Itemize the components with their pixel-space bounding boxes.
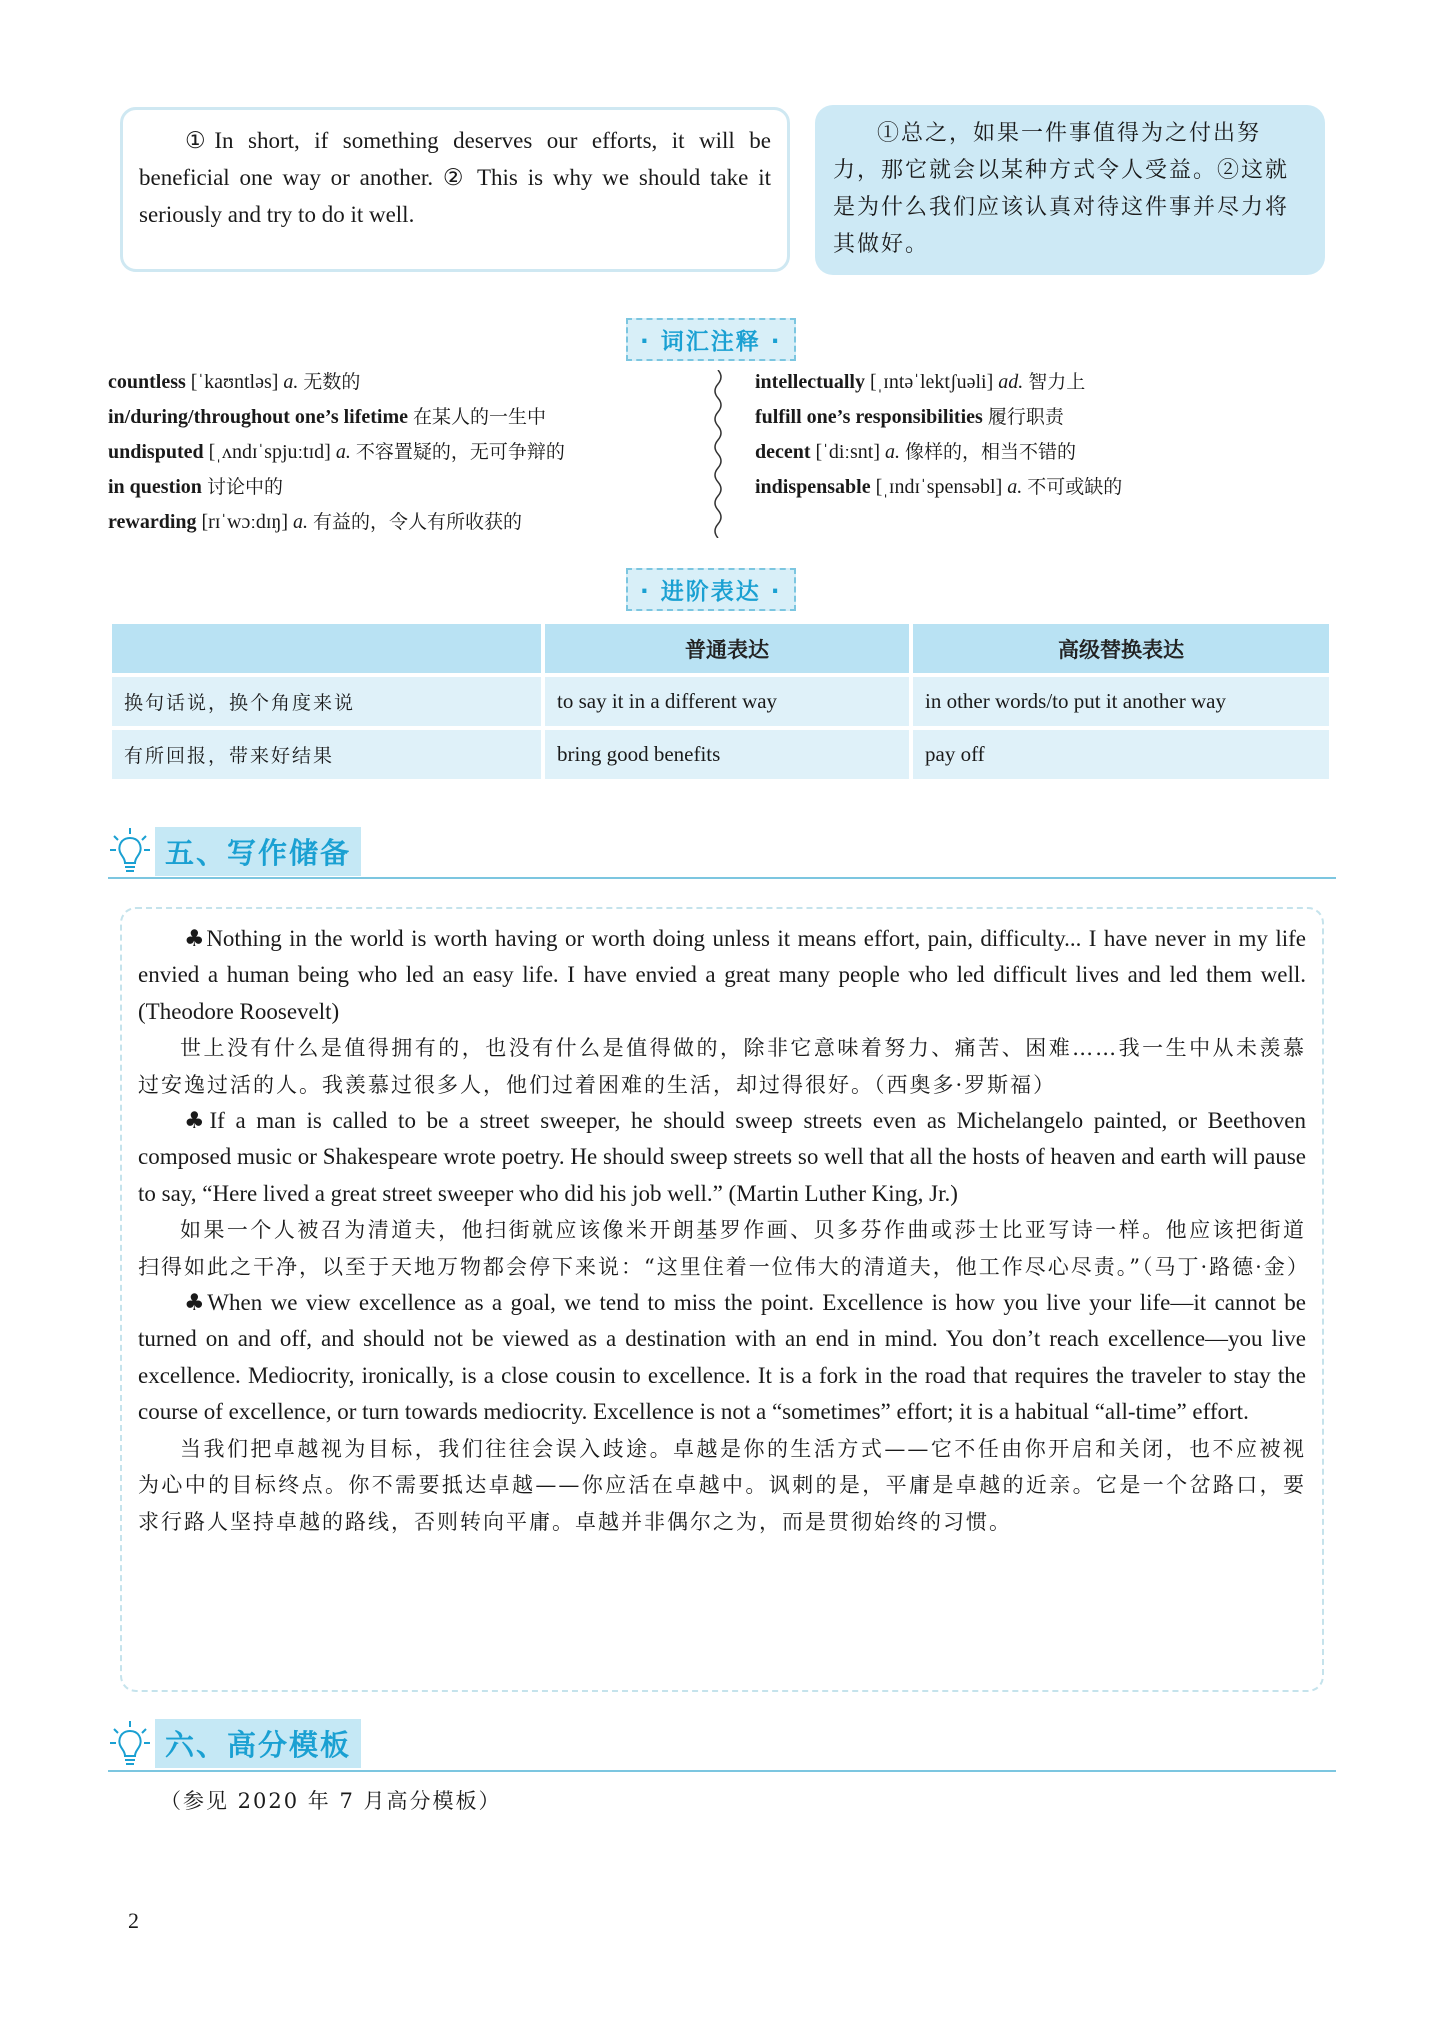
table-cell: in other words/to put it another way — [913, 677, 1329, 726]
vocab-left-column — [108, 365, 708, 540]
table-cell: 换句话说，换个角度来说 — [112, 677, 541, 726]
advanced-section-header: · 进阶表达 · — [626, 568, 796, 611]
vocab-item: countless [ˈkaʊntləs] a. 无数的 — [108, 371, 361, 393]
club-icon: ♣ — [184, 926, 207, 952]
club-icon: ♣ — [184, 1290, 208, 1317]
table-row — [112, 677, 1329, 726]
quote-chinese: 如果一个人被召为清道夫，他扫街就应该像米开朗基罗作画、贝多芬作曲或莎士比亚写诗一样。他应该把街道扫得如此之干净，以至于天地万物都会停下来说：“这里住着一位伟大的清道夫，他工作尽心尽责。”（马丁·路德·金） — [138, 1218, 1310, 1279]
lightbulb-icon — [108, 1719, 152, 1769]
vocab-item: intellectually [ˌɪntəˈlektʃuəli] ad. 智力上 — [755, 371, 1086, 393]
section-5-divider — [108, 877, 1336, 879]
table-header-cell — [112, 624, 541, 673]
vocab-item: decent [ˈdiːsnt] a. 像样的，相当不错的 — [755, 441, 1076, 463]
table-header-cell: 普通表达 — [545, 624, 909, 673]
club-icon: ♣ — [184, 1108, 210, 1135]
table-header-row — [112, 624, 1329, 673]
lightbulb-icon — [108, 826, 152, 876]
quote-chinese: 世上没有什么是值得拥有的，也没有什么是值得做的，除非它意味着努力、痛苦、困难……我一生中从未羡慕过安逸过活的人。我羡慕过很多人，他们过着困难的生活，却过得很好。（西奥多·罗斯福） — [138, 1036, 1306, 1097]
vocab-right-column — [755, 365, 1335, 505]
table-cell: to say it in a different way — [545, 677, 909, 726]
template-reference-note: （参见 2020 年 7 月高分模板） — [160, 1789, 502, 1813]
vocab-item: undisputed [ˌʌndɪˈspjuːtɪd] a. 不容置疑的，无可争辩的 — [108, 441, 565, 463]
wavy-divider — [712, 370, 724, 538]
vocab-item: in/during/throughout one’s lifetime 在某人的一生中 — [108, 406, 547, 428]
section-6-divider — [108, 1770, 1336, 1772]
english-summary-text: ①In short, if something deserves our efforts, it will be beneficial one way or another. ② This is why we should take it seriously and try to do it well. — [139, 128, 771, 227]
chinese-summary-text: ①总之，如果一件事值得为之付出努力，那它就会以某种方式令人受益。②这就是为什么我们应该认真对待这件事并尽力将其做好。 — [833, 121, 1290, 257]
vocab-item: fulfill one’s responsibilities 履行职责 — [755, 406, 1064, 428]
quote-english: ♣If a man is called to be a street sweeper, he should sweep streets even as Michelangelo painted, or Beethoven composed music or Shakespeare wrote poetry. He should sweep streets so well that all the hosts of heaven and earth will pause to say, “Here lived a great street sweeper who did his job well.” (Martin Luther King, Jr.) — [138, 1108, 1306, 1206]
chinese-summary-box — [815, 105, 1325, 275]
quotes-box — [120, 907, 1324, 1692]
vocab-section-header: · 词汇注释 · — [626, 318, 796, 361]
page-number: 2 — [128, 1908, 139, 1933]
quote-chinese: 当我们把卓越视为目标，我们往往会误入歧途。卓越是你的生活方式——它不任由你开启和关闭，也不应被视为心中的目标终点。你不需要抵达卓越——你应活在卓越中。讽刺的是，平庸是卓越的近亲。它是一个岔路口，要求行路人坚持卓越的路线，否则转向平庸。卓越并非偶尔之为，而是贯彻始终的习惯。 — [138, 1436, 1306, 1534]
quote-english: ♣Nothing in the world is worth having or worth doing unless it means effort, pain, difficulty... I have never in my life envied a human being who led an easy life. I have envied a great many people who led difficult lives and led them well. (Theodore Roosevelt) — [138, 926, 1307, 1024]
quote-english: ♣When we view excellence as a goal, we tend to miss the point. Excellence is how you live your life—it cannot be turned on and off, and should not be viewed as a destination with an end in mind. You don’t reach excellence—you live excellence. Mediocrity, ironically, is a close cousin to excellence. It is a fork in the road that requires the traveler to stay the course of excellence, or turn towards mediocrity. Excellence is not a “sometimes” effort; it is a habitual “all-time” effort. — [138, 1290, 1306, 1425]
vocab-item: rewarding [rɪˈwɔːdɪŋ] a. 有益的，令人有所收获的 — [108, 511, 523, 533]
vocab-item: in question 讨论中的 — [108, 476, 283, 498]
advanced-expression-table — [108, 620, 1333, 783]
table-header-cell: 高级替换表达 — [913, 624, 1329, 673]
table-row — [112, 730, 1329, 779]
table-cell: 有所回报，带来好结果 — [112, 730, 541, 779]
section-5-title: 五、写作储备 — [155, 827, 361, 876]
table-cell: pay off — [913, 730, 1329, 779]
section-6-title: 六、高分模板 — [155, 1719, 361, 1768]
english-summary-box — [120, 107, 790, 272]
table-cell: bring good benefits — [545, 730, 909, 779]
vocab-item: indispensable [ˌɪndɪˈspensəbl] a. 不可或缺的 — [755, 476, 1123, 498]
